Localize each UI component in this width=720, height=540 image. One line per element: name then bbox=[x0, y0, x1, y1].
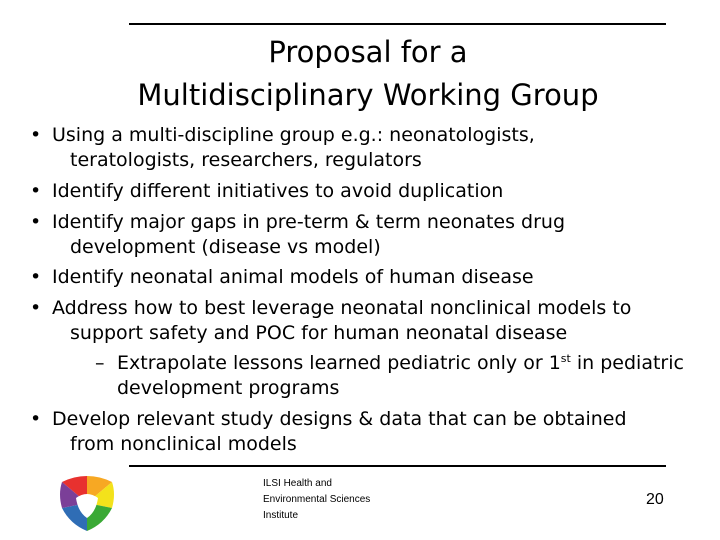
sub-bullet-text-after: in pediatric bbox=[570, 352, 684, 374]
ilsi-logo-icon bbox=[56, 474, 118, 532]
bullet-marker: • bbox=[30, 180, 42, 202]
sub-bullet-text-before: Extrapolate lessons learned pediatric only or 1 bbox=[117, 352, 561, 374]
bullet-1-line1: Using a multi-discipline group e.g.: neonatologists, bbox=[52, 124, 535, 146]
footer-org-line2: Environmental Sciences bbox=[263, 494, 371, 505]
sub-bullet-line2: development programs bbox=[117, 377, 340, 399]
bullet-2-line1: Identify different initiatives to avoid duplication bbox=[52, 180, 504, 202]
bullet-6-line1: Develop relevant study designs & data that can be obtained bbox=[52, 408, 627, 430]
footer-organization bbox=[263, 476, 370, 524]
bullet-4-line1: Identify neonatal animal models of human disease bbox=[52, 266, 534, 288]
footer-org-line1: ILSI Health and bbox=[263, 478, 332, 489]
bullet-marker: • bbox=[30, 408, 42, 430]
bullet-3-line2: development (disease vs model) bbox=[70, 236, 381, 258]
bottom-divider bbox=[129, 465, 666, 467]
bullet-marker: • bbox=[30, 211, 42, 233]
bullet-marker: • bbox=[30, 124, 42, 146]
sub-bullet-line1 bbox=[117, 352, 684, 375]
top-divider bbox=[129, 23, 666, 25]
sub-bullet-marker: – bbox=[95, 352, 105, 374]
ordinal-superscript: st bbox=[560, 352, 571, 365]
slide-title-line2: Multidisciplinary Working Group bbox=[137, 78, 599, 112]
bullet-marker: • bbox=[30, 266, 42, 288]
slide-title-line1: Proposal for a bbox=[268, 35, 468, 69]
bullet-6-line2: from nonclinical models bbox=[70, 433, 297, 455]
bullet-marker: • bbox=[30, 297, 42, 319]
bullet-5-line1: Address how to best leverage neonatal nonclinical models to bbox=[52, 297, 632, 319]
footer-org-line3: Institute bbox=[263, 510, 299, 521]
bullet-3-line1: Identify major gaps in pre-term & term neonates drug bbox=[52, 211, 566, 233]
bullet-5-line2: support safety and POC for human neonatal disease bbox=[70, 322, 568, 344]
page-number: 20 bbox=[646, 491, 664, 508]
bullet-1-line2: teratologists, researchers, regulators bbox=[70, 149, 422, 171]
